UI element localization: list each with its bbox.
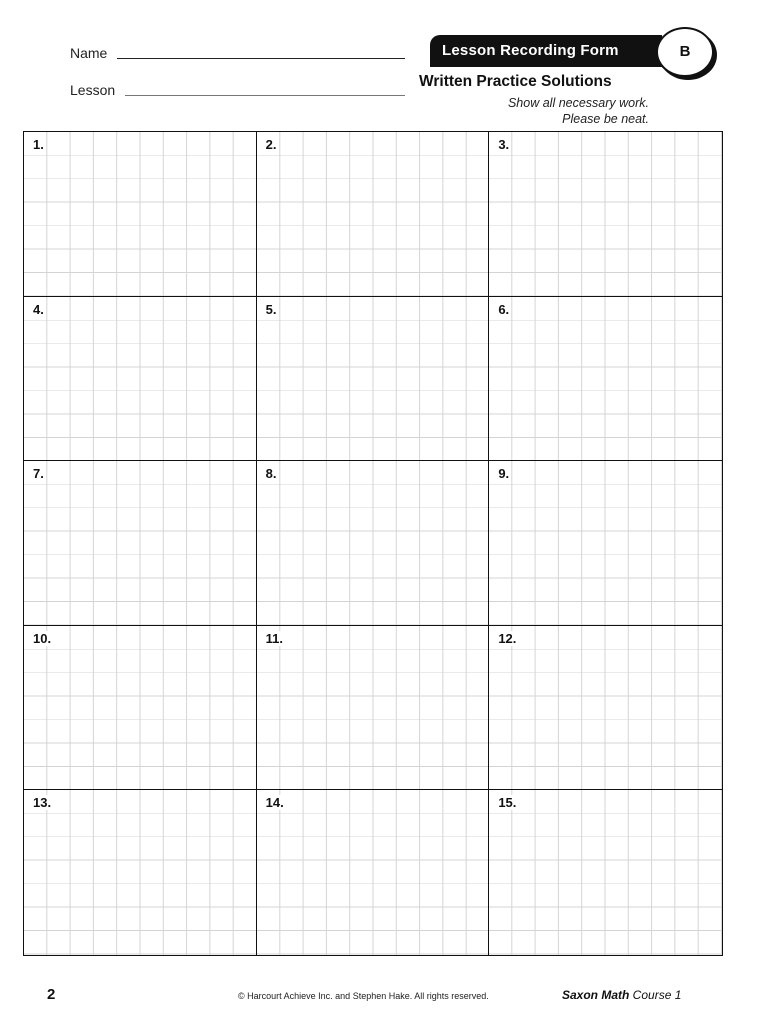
- problem-number: 15.: [498, 795, 517, 811]
- book-title-brand: Saxon Math: [562, 988, 630, 1002]
- lesson-field[interactable]: [125, 95, 405, 96]
- problem-number: 10.: [33, 630, 52, 646]
- problem-box[interactable]: [489, 132, 722, 297]
- problem-box[interactable]: [489, 626, 722, 791]
- problem-grid: [23, 131, 723, 956]
- page-number: 2: [47, 986, 56, 1003]
- form-badge: B: [656, 27, 714, 77]
- problem-number: 5.: [265, 301, 277, 317]
- problem-box[interactable]: [24, 297, 257, 462]
- problem-box[interactable]: [257, 626, 490, 791]
- problem-box[interactable]: [257, 790, 490, 955]
- instruction-line-1: Show all necessary work.: [507, 96, 649, 110]
- problem-box[interactable]: [24, 461, 257, 626]
- problem-box[interactable]: [489, 461, 722, 626]
- form-title-banner: [430, 35, 662, 67]
- name-label: Name: [70, 45, 108, 61]
- book-title-course: Course 1: [629, 988, 682, 1002]
- name-field[interactable]: [117, 58, 405, 59]
- problem-number: 4.: [33, 301, 44, 317]
- problem-number: 13.: [33, 795, 52, 811]
- form-title: Lesson Recording Form: [442, 42, 619, 59]
- copyright-notice: © Harcourt Achieve Inc. and Stephen Hake. All rights reserved.: [238, 991, 489, 1001]
- problem-number: 9.: [498, 466, 510, 482]
- problem-number: 6.: [498, 301, 510, 317]
- book-title: [562, 988, 681, 1002]
- problem-box[interactable]: [489, 790, 722, 955]
- problem-box[interactable]: [24, 132, 257, 297]
- problem-box[interactable]: [257, 297, 490, 462]
- problem-number: 11.: [265, 630, 284, 646]
- problem-number: 1.: [33, 137, 44, 152]
- problem-box[interactable]: [257, 461, 490, 626]
- problem-box[interactable]: [24, 626, 257, 791]
- problem-number: 8.: [265, 466, 277, 482]
- problem-number: 3.: [498, 137, 510, 152]
- instruction-line-2: Please be neat.: [562, 112, 649, 126]
- page-subtitle: Written Practice Solutions: [419, 73, 612, 90]
- lesson-label: Lesson: [70, 82, 116, 98]
- problem-number: 14.: [265, 795, 284, 811]
- problem-box[interactable]: [257, 132, 490, 297]
- problem-box[interactable]: [489, 297, 722, 462]
- problem-box[interactable]: [24, 790, 257, 955]
- problem-number: 12.: [498, 630, 517, 646]
- problem-number: 7.: [33, 466, 44, 482]
- problem-number: 2.: [265, 137, 277, 152]
